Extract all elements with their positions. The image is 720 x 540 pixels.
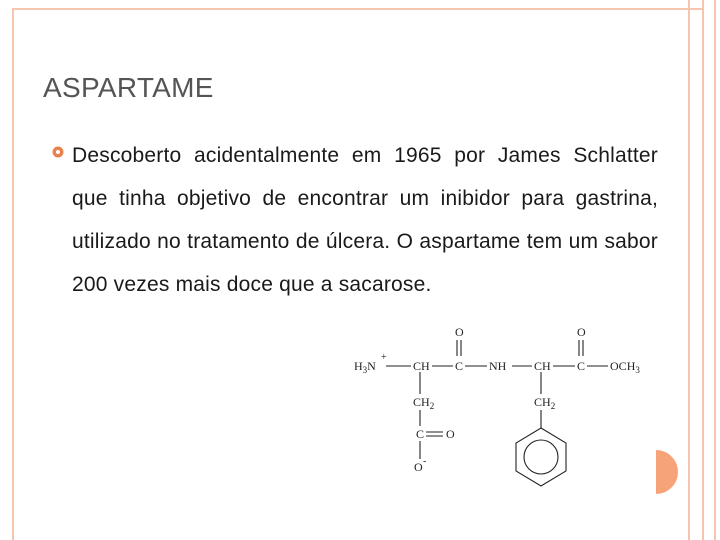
bullet-text: Descoberto acidentalmente em 1965 por James Schlatter que tinha objetivo de encontrar um inibidor para gastrina, utilizado no tratamento de úlcera. O aspartame tem um sabor 200 vezes mais doce que a sacarose. [72,144,658,296]
carboxylate-charge: - [423,456,427,467]
orange-gear-bullet-icon [52,146,64,158]
o-carbonyl-label: O [446,427,455,441]
c-carboxyl-label: C [416,427,425,441]
ch-left-label: CH [413,359,430,373]
och3-label: OCH3 [610,359,640,375]
frame-top-line [12,8,702,10]
bullet-item [46,134,658,306]
ch2-right-label: CH2 [534,395,556,411]
c-left-label: C [455,359,464,373]
amine-charge: + [381,352,387,363]
frame-right-line-inner [688,0,690,540]
slide-title: ASPARTAME [43,72,214,103]
o-carboxylate-label: O [414,460,423,474]
c-right-label: C [577,359,586,373]
aspartame-structure-diagram [350,318,660,488]
nh-label: NH [489,359,507,373]
frame-left-line [12,8,14,540]
ch2-left-label: CH2 [413,395,435,411]
decorative-half-circle [636,450,686,494]
ch-right-label: CH [534,359,551,373]
frame-right-line-outer [702,0,704,540]
o-top-left-label: O [455,325,464,339]
o-top-right-label: O [577,325,586,339]
amine-label: H3N [354,359,376,375]
frame-right-line-edge [714,0,716,540]
